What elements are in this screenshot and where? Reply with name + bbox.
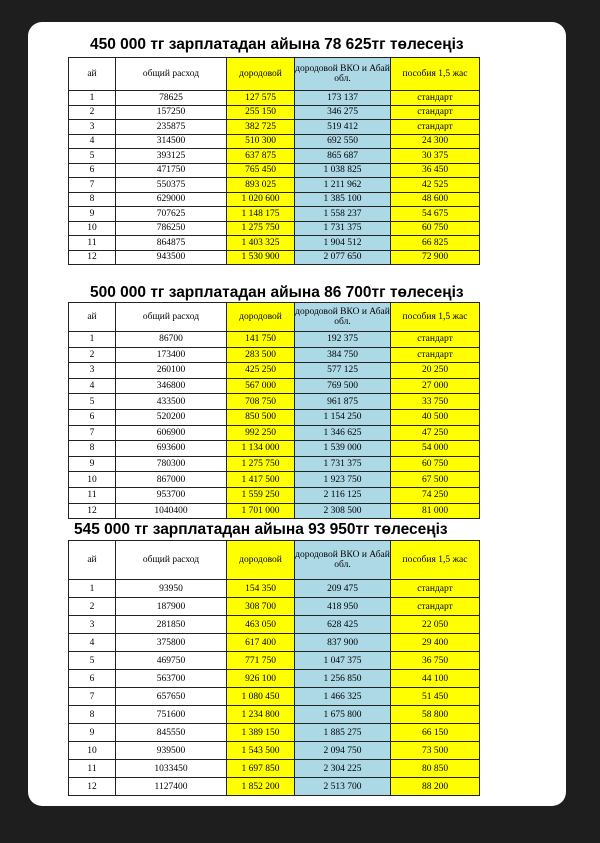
vko-cell: 1 885 275	[295, 724, 391, 742]
header-row	[69, 303, 480, 332]
dorodovoy-cell: 617 400	[227, 634, 295, 652]
posobie-cell: стандарт	[391, 598, 480, 616]
vko-cell: 837 900	[295, 634, 391, 652]
table-row	[69, 778, 480, 796]
vko-cell: 1 466 325	[295, 688, 391, 706]
header-month: ай	[69, 58, 116, 91]
posobie-cell: 24 300	[391, 134, 480, 149]
total-cell: 1033450	[116, 760, 227, 778]
posobie-cell: 20 250	[391, 363, 480, 379]
posobie-cell: 88 200	[391, 778, 480, 796]
dorodovoy-cell: 567 000	[227, 378, 295, 394]
vko-cell: 384 750	[295, 347, 391, 363]
total-cell: 375800	[116, 634, 227, 652]
dorodovoy-cell: 1 559 250	[227, 487, 295, 503]
vko-cell: 865 687	[295, 149, 391, 164]
dorodovoy-cell: 283 500	[227, 347, 295, 363]
posobie-cell: 60 750	[391, 221, 480, 236]
table-row	[69, 688, 480, 706]
vko-cell: 769 500	[295, 378, 391, 394]
posobie-cell: 60 750	[391, 456, 480, 472]
vko-cell: 1 731 375	[295, 221, 391, 236]
posobie-cell: 51 450	[391, 688, 480, 706]
vko-cell: 1 675 800	[295, 706, 391, 724]
table-row	[69, 634, 480, 652]
table-row	[69, 91, 480, 106]
table-row	[69, 425, 480, 441]
dorodovoy-cell: 1 275 750	[227, 456, 295, 472]
posobie-cell: 80 850	[391, 760, 480, 778]
posobie-cell: 29 400	[391, 634, 480, 652]
header-vko: дородовой ВКО и Абай обл.	[295, 58, 391, 91]
table-row	[69, 363, 480, 379]
salary-table-500000	[68, 302, 480, 519]
dorodovoy-cell: 141 750	[227, 332, 295, 348]
salary-table-545000	[68, 540, 480, 796]
vko-cell: 519 412	[295, 120, 391, 135]
dorodovoy-cell: 425 250	[227, 363, 295, 379]
vko-cell: 1 047 375	[295, 652, 391, 670]
month-cell: 1	[69, 91, 116, 106]
table-title-500000: 500 000 тг зарплатадан айына 86 700тг төлесеңіз	[90, 284, 464, 301]
vko-cell: 209 475	[295, 580, 391, 598]
dorodovoy-cell: 1 020 600	[227, 192, 295, 207]
dorodovoy-cell: 154 350	[227, 580, 295, 598]
posobie-cell: 40 500	[391, 409, 480, 425]
table-row	[69, 409, 480, 425]
table-row	[69, 760, 480, 778]
posobie-cell: 36 750	[391, 652, 480, 670]
month-cell: 10	[69, 221, 116, 236]
dorodovoy-cell: 637 875	[227, 149, 295, 164]
table-row	[69, 503, 480, 519]
vko-cell: 1 038 825	[295, 163, 391, 178]
dorodovoy-cell: 1 697 850	[227, 760, 295, 778]
table-row	[69, 134, 480, 149]
dorodovoy-cell: 708 750	[227, 394, 295, 410]
table-row	[69, 670, 480, 688]
header-posobie: пособия 1,5 жас	[391, 58, 480, 91]
table-row	[69, 347, 480, 363]
total-cell: 260100	[116, 363, 227, 379]
posobie-cell: 54 000	[391, 441, 480, 457]
dorodovoy-cell: 765 450	[227, 163, 295, 178]
posobie-cell: 81 000	[391, 503, 480, 519]
vko-cell: 1 256 850	[295, 670, 391, 688]
month-cell: 5	[69, 394, 116, 410]
posobie-cell: стандарт	[391, 580, 480, 598]
month-cell: 2	[69, 347, 116, 363]
vko-cell: 692 550	[295, 134, 391, 149]
total-cell: 943500	[116, 250, 227, 265]
posobie-cell: 47 250	[391, 425, 480, 441]
total-cell: 235875	[116, 120, 227, 135]
vko-cell: 1 539 000	[295, 441, 391, 457]
posobie-cell: 27 000	[391, 378, 480, 394]
dorodovoy-cell: 127 575	[227, 91, 295, 106]
dorodovoy-cell: 1 852 200	[227, 778, 295, 796]
table-row	[69, 616, 480, 634]
table-row	[69, 598, 480, 616]
month-cell: 9	[69, 456, 116, 472]
header-total: общий расход	[116, 541, 227, 580]
dorodovoy-cell: 1 543 500	[227, 742, 295, 760]
month-cell: 7	[69, 425, 116, 441]
dorodovoy-cell: 1 134 000	[227, 441, 295, 457]
posobie-cell: 54 675	[391, 207, 480, 222]
month-cell: 5	[69, 149, 116, 164]
vko-cell: 628 425	[295, 616, 391, 634]
vko-cell: 192 375	[295, 332, 391, 348]
month-cell: 6	[69, 163, 116, 178]
month-cell: 3	[69, 120, 116, 135]
posobie-cell: стандарт	[391, 91, 480, 106]
dorodovoy-cell: 771 750	[227, 652, 295, 670]
month-cell: 11	[69, 236, 116, 251]
posobie-cell: стандарт	[391, 332, 480, 348]
month-cell: 6	[69, 409, 116, 425]
posobie-cell: 36 450	[391, 163, 480, 178]
header-total: общий расход	[116, 58, 227, 91]
vko-cell: 1 731 375	[295, 456, 391, 472]
dorodovoy-cell: 1 389 150	[227, 724, 295, 742]
posobie-cell: 30 375	[391, 149, 480, 164]
dorodovoy-cell: 255 150	[227, 105, 295, 120]
table-row	[69, 149, 480, 164]
total-cell: 953700	[116, 487, 227, 503]
total-cell: 629000	[116, 192, 227, 207]
header-total: общий расход	[116, 303, 227, 332]
month-cell: 2	[69, 105, 116, 120]
total-cell: 281850	[116, 616, 227, 634]
total-cell: 657650	[116, 688, 227, 706]
vko-cell: 1 904 512	[295, 236, 391, 251]
total-cell: 1040400	[116, 503, 227, 519]
total-cell: 751600	[116, 706, 227, 724]
total-cell: 867000	[116, 472, 227, 488]
table-row	[69, 742, 480, 760]
vko-cell: 173 137	[295, 91, 391, 106]
vko-cell: 1 923 750	[295, 472, 391, 488]
vko-cell: 2 116 125	[295, 487, 391, 503]
total-cell: 606900	[116, 425, 227, 441]
dorodovoy-cell: 1 080 450	[227, 688, 295, 706]
vko-cell: 577 125	[295, 363, 391, 379]
dorodovoy-cell: 1 417 500	[227, 472, 295, 488]
dorodovoy-cell: 1 234 800	[227, 706, 295, 724]
vko-cell: 2 513 700	[295, 778, 391, 796]
vko-cell: 1 385 100	[295, 192, 391, 207]
vko-cell: 2 094 750	[295, 742, 391, 760]
month-cell: 10	[69, 472, 116, 488]
month-cell: 10	[69, 742, 116, 760]
table-row	[69, 580, 480, 598]
table-row	[69, 105, 480, 120]
posobie-cell: 73 500	[391, 742, 480, 760]
vko-cell: 418 950	[295, 598, 391, 616]
month-cell: 7	[69, 178, 116, 193]
dorodovoy-cell: 1 275 750	[227, 221, 295, 236]
total-cell: 78625	[116, 91, 227, 106]
month-cell: 8	[69, 441, 116, 457]
dorodovoy-cell: 1 530 900	[227, 250, 295, 265]
month-cell: 1	[69, 332, 116, 348]
table-row	[69, 332, 480, 348]
header-dorodovoy: дородовой	[227, 541, 295, 580]
dorodovoy-cell: 463 050	[227, 616, 295, 634]
posobie-cell: стандарт	[391, 347, 480, 363]
total-cell: 707625	[116, 207, 227, 222]
table-row	[69, 250, 480, 265]
table-row	[69, 724, 480, 742]
dorodovoy-cell: 1 403 325	[227, 236, 295, 251]
vko-cell: 346 275	[295, 105, 391, 120]
dorodovoy-cell: 1 148 175	[227, 207, 295, 222]
posobie-cell: 58 800	[391, 706, 480, 724]
month-cell: 4	[69, 378, 116, 394]
month-cell: 4	[69, 634, 116, 652]
total-cell: 939500	[116, 742, 227, 760]
dorodovoy-cell: 1 701 000	[227, 503, 295, 519]
month-cell: 3	[69, 616, 116, 634]
table-title-450000: 450 000 тг зарплатадан айына 78 625тг төлесеңіз	[90, 36, 464, 53]
header-month: ай	[69, 541, 116, 580]
dorodovoy-cell: 850 500	[227, 409, 295, 425]
header-vko: дородовой ВКО и Абай обл.	[295, 303, 391, 332]
month-cell: 1	[69, 580, 116, 598]
month-cell: 4	[69, 134, 116, 149]
posobie-cell: 48 600	[391, 192, 480, 207]
dorodovoy-cell: 893 025	[227, 178, 295, 193]
dorodovoy-cell: 308 700	[227, 598, 295, 616]
total-cell: 786250	[116, 221, 227, 236]
total-cell: 864875	[116, 236, 227, 251]
total-cell: 393125	[116, 149, 227, 164]
vko-cell: 1 211 962	[295, 178, 391, 193]
month-cell: 6	[69, 670, 116, 688]
total-cell: 550375	[116, 178, 227, 193]
header-dorodovoy: дородовой	[227, 303, 295, 332]
month-cell: 8	[69, 192, 116, 207]
dorodovoy-cell: 992 250	[227, 425, 295, 441]
total-cell: 314500	[116, 134, 227, 149]
posobie-cell: 74 250	[391, 487, 480, 503]
header-month: ай	[69, 303, 116, 332]
vko-cell: 1 558 237	[295, 207, 391, 222]
total-cell: 780300	[116, 456, 227, 472]
dorodovoy-cell: 382 725	[227, 120, 295, 135]
table-row	[69, 394, 480, 410]
month-cell: 2	[69, 598, 116, 616]
table-row	[69, 178, 480, 193]
vko-cell: 2 304 225	[295, 760, 391, 778]
table-row	[69, 221, 480, 236]
table-row	[69, 487, 480, 503]
document-page	[28, 22, 566, 806]
total-cell: 845550	[116, 724, 227, 742]
total-cell: 563700	[116, 670, 227, 688]
posobie-cell: 66 150	[391, 724, 480, 742]
header-posobie: пособия 1,5 жас	[391, 303, 480, 332]
posobie-cell: стандарт	[391, 120, 480, 135]
salary-table-450000	[68, 57, 480, 265]
header-row	[69, 58, 480, 91]
vko-cell: 961 875	[295, 394, 391, 410]
month-cell: 3	[69, 363, 116, 379]
table-row	[69, 652, 480, 670]
table-row	[69, 378, 480, 394]
table-row	[69, 472, 480, 488]
header-vko: дородовой ВКО и Абай обл.	[295, 541, 391, 580]
total-cell: 93950	[116, 580, 227, 598]
vko-cell: 2 308 500	[295, 503, 391, 519]
posobie-cell: стандарт	[391, 105, 480, 120]
header-dorodovoy: дородовой	[227, 58, 295, 91]
dorodovoy-cell: 926 100	[227, 670, 295, 688]
table-row	[69, 207, 480, 222]
posobie-cell: 66 825	[391, 236, 480, 251]
month-cell: 12	[69, 778, 116, 796]
table-row	[69, 163, 480, 178]
total-cell: 86700	[116, 332, 227, 348]
table-row	[69, 120, 480, 135]
month-cell: 5	[69, 652, 116, 670]
month-cell: 9	[69, 207, 116, 222]
month-cell: 11	[69, 487, 116, 503]
header-row	[69, 541, 480, 580]
total-cell: 469750	[116, 652, 227, 670]
table-row	[69, 236, 480, 251]
vko-cell: 2 077 650	[295, 250, 391, 265]
posobie-cell: 72 900	[391, 250, 480, 265]
header-posobie: пособия 1,5 жас	[391, 541, 480, 580]
month-cell: 12	[69, 250, 116, 265]
posobie-cell: 44 100	[391, 670, 480, 688]
posobie-cell: 42 525	[391, 178, 480, 193]
month-cell: 9	[69, 724, 116, 742]
total-cell: 693600	[116, 441, 227, 457]
posobie-cell: 67 500	[391, 472, 480, 488]
table-row	[69, 192, 480, 207]
total-cell: 346800	[116, 378, 227, 394]
total-cell: 433500	[116, 394, 227, 410]
table-row	[69, 706, 480, 724]
total-cell: 157250	[116, 105, 227, 120]
month-cell: 8	[69, 706, 116, 724]
month-cell: 12	[69, 503, 116, 519]
total-cell: 471750	[116, 163, 227, 178]
table-title-545000: 545 000 тг зарплатадан айына 93 950тг төлесеңіз	[74, 521, 448, 538]
table-row	[69, 441, 480, 457]
table-row	[69, 456, 480, 472]
total-cell: 520200	[116, 409, 227, 425]
month-cell: 11	[69, 760, 116, 778]
dorodovoy-cell: 510 300	[227, 134, 295, 149]
vko-cell: 1 154 250	[295, 409, 391, 425]
posobie-cell: 22 050	[391, 616, 480, 634]
total-cell: 187900	[116, 598, 227, 616]
total-cell: 1127400	[116, 778, 227, 796]
posobie-cell: 33 750	[391, 394, 480, 410]
vko-cell: 1 346 625	[295, 425, 391, 441]
month-cell: 7	[69, 688, 116, 706]
total-cell: 173400	[116, 347, 227, 363]
